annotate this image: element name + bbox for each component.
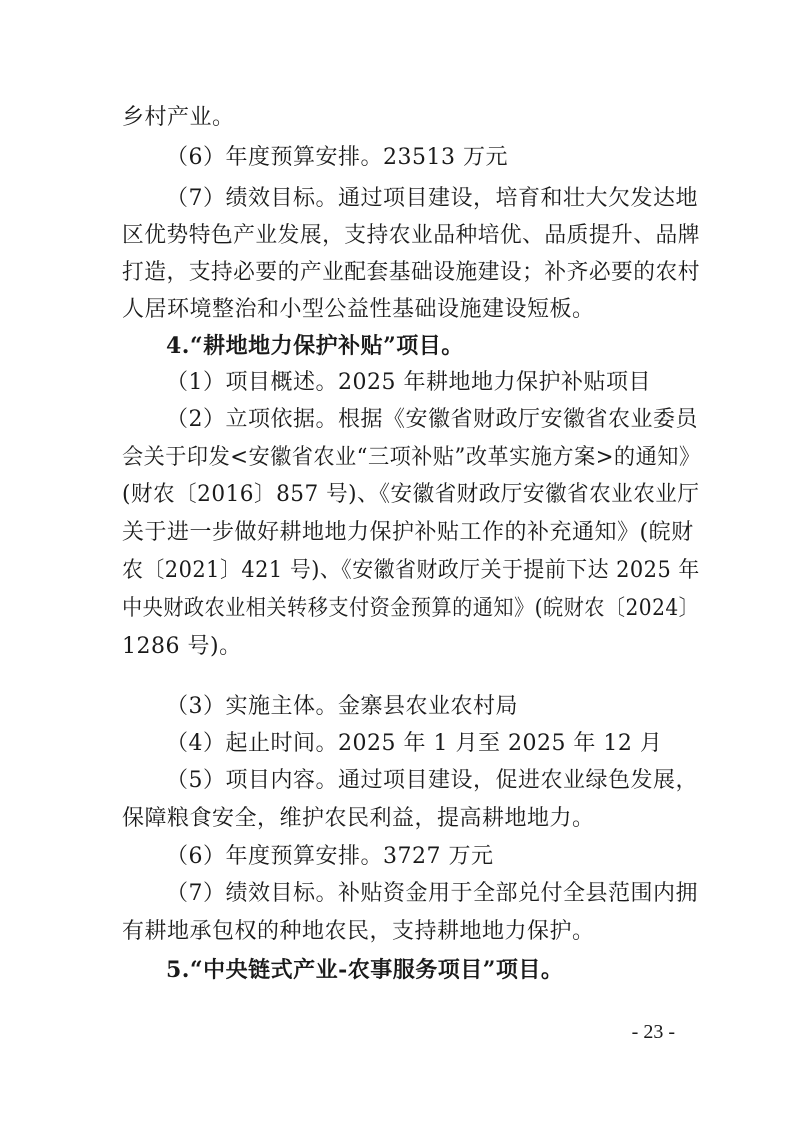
paragraph-line: 关于进一步做好耕地地力保护补贴工作的补充通知》(皖财 xyxy=(122,520,694,545)
paragraph-line: （7）绩效目标。通过项目建设，培育和壮大欠发达地 xyxy=(166,186,698,211)
paragraph-line: （5）项目内容。通过项目建设，促进农业绿色发展， xyxy=(166,768,698,793)
paragraph-line: 1286 号)。 xyxy=(122,634,242,659)
page-number: - 23 - xyxy=(631,1021,675,1043)
section-heading: 4.“耕地地力保护补贴”项目。 xyxy=(166,333,464,359)
paragraph-line: 会关于印发<安徽省农业“三项补贴”改革实施方案>的通知》 xyxy=(122,445,701,470)
paragraph-line: （2）立项依据。根据《安徽省财政厅安徽省农业委员 xyxy=(166,407,698,432)
paragraph-line: 有耕地承包权的种地农民，支持耕地地力保护。 xyxy=(122,919,595,944)
paragraph-line: 中央财政农业相关转移支付资金预算的通知》(皖财农〔2024〕 xyxy=(122,596,700,621)
paragraph-line: (财农〔2016〕857 号)、《安徽省财政厅安徽省农业农业厅 xyxy=(122,482,700,507)
paragraph-line: （4）起止时间。2025 年 1 月至 2025 年 12 月 xyxy=(166,731,663,756)
paragraph-line: （6）年度预算安排。3727 万元 xyxy=(166,844,494,869)
paragraph-line: （7）绩效目标。补贴资金用于全部兑付全县范围内拥 xyxy=(166,881,698,906)
paragraph-line: 保障粮食安全，维护农民利益，提高耕地地力。 xyxy=(122,806,595,831)
paragraph-line: （6）年度预算安排。23513 万元 xyxy=(166,145,508,170)
paragraph-line: 人居环境整治和小型公益性基础设施建设短板。 xyxy=(122,297,595,322)
paragraph-line: 乡村产业。 xyxy=(122,105,235,130)
paragraph-line: 打造，支持必要的产业配套基础设施建设；补齐必要的农村 xyxy=(122,260,700,285)
section-heading: 5.“中央链式产业-农事服务项目”项目。 xyxy=(166,957,564,983)
paragraph-line: （3）实施主体。金寨县农业农村局 xyxy=(166,694,518,719)
paragraph-line: 农〔2021〕421 号)、《安徽省财政厅关于提前下达 2025 年 xyxy=(122,558,700,583)
paragraph-line: （1）项目概述。2025 年耕地地力保护补贴项目 xyxy=(166,370,651,395)
paragraph-line: 区优势特色产业发展，支持农业品种培优、品质提升、品牌 xyxy=(122,223,700,248)
